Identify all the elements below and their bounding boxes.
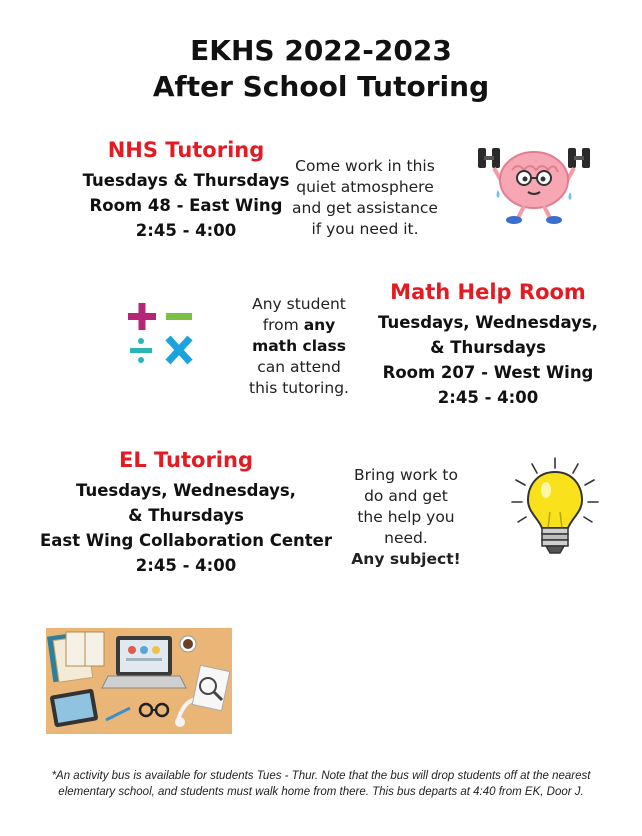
divide-symbol-dot-bottom	[138, 357, 144, 363]
lightbulb-icon	[508, 456, 602, 564]
el-days-1: Tuesdays, Wednesdays,	[76, 481, 296, 500]
math-section	[360, 280, 616, 410]
nhs-note-line: Come work in this	[295, 157, 435, 175]
math-note-line: this tutoring.	[249, 379, 349, 397]
math-note	[232, 294, 366, 399]
el-heading: EL Tutoring	[118, 448, 253, 472]
nhs-note	[270, 156, 460, 240]
math-room: Room 207 - West Wing	[382, 363, 594, 382]
minus-symbol	[166, 313, 192, 320]
math-note-any: any	[303, 316, 336, 334]
nhs-room: Room 48 - East Wing	[89, 196, 283, 215]
math-time: 2:45 - 4:00	[437, 388, 539, 407]
nhs-note-line: quiet atmosphere	[296, 178, 434, 196]
nhs-note-line: if you need it.	[311, 220, 419, 238]
nhs-time: 2:45 - 4:00	[135, 221, 237, 240]
el-note-any-subject: Any subject!	[351, 550, 461, 568]
brain-lifting-weights-icon	[472, 138, 596, 226]
math-note-line	[232, 315, 366, 336]
el-note-line: Bring work to	[354, 466, 458, 484]
math-note-line	[232, 336, 366, 357]
math-note-math-class: math class	[252, 337, 346, 355]
math-days-1: Tuesdays, Wednesdays,	[378, 313, 598, 332]
el-note	[338, 465, 474, 570]
footer-line-1: *An activity bus is available for students Tues - Thur. Note that the bus will drop students off at the nearest	[51, 770, 591, 782]
nhs-days: Tuesdays & Thursdays	[82, 171, 290, 190]
plus-symbol-v	[139, 303, 146, 330]
el-time: 2:45 - 4:00	[135, 556, 237, 575]
footer-line-2: elementary school, and students must walk home from there. This bus departs at 4:40 from EK, Door J.	[58, 786, 584, 798]
math-heading: Math Help Room	[390, 280, 586, 304]
divide-symbol-bar	[130, 348, 152, 353]
math-symbols-icon	[126, 300, 196, 370]
el-room: East Wing Collaboration Center	[40, 531, 332, 550]
math-note-line: Any student	[252, 295, 346, 313]
math-days-2: & Thursdays	[430, 338, 546, 357]
desk-study-illustration	[46, 628, 232, 734]
math-note-line: can attend	[257, 358, 341, 376]
nhs-note-line: and get assistance	[292, 199, 438, 217]
divide-symbol-dot-top	[138, 338, 144, 344]
nhs-heading: NHS Tutoring	[107, 138, 265, 162]
el-note-line: the help you	[357, 508, 455, 526]
el-days-2: & Thursdays	[128, 506, 244, 525]
el-section	[30, 448, 342, 578]
math-note-from: from	[262, 316, 304, 334]
el-note-line: do and get	[364, 487, 448, 505]
el-note-line: need.	[384, 529, 428, 547]
footer-note	[30, 768, 612, 800]
page-title-line-2: After School Tutoring	[152, 70, 490, 103]
page-title-line-1: EKHS 2022-2023	[190, 34, 452, 67]
